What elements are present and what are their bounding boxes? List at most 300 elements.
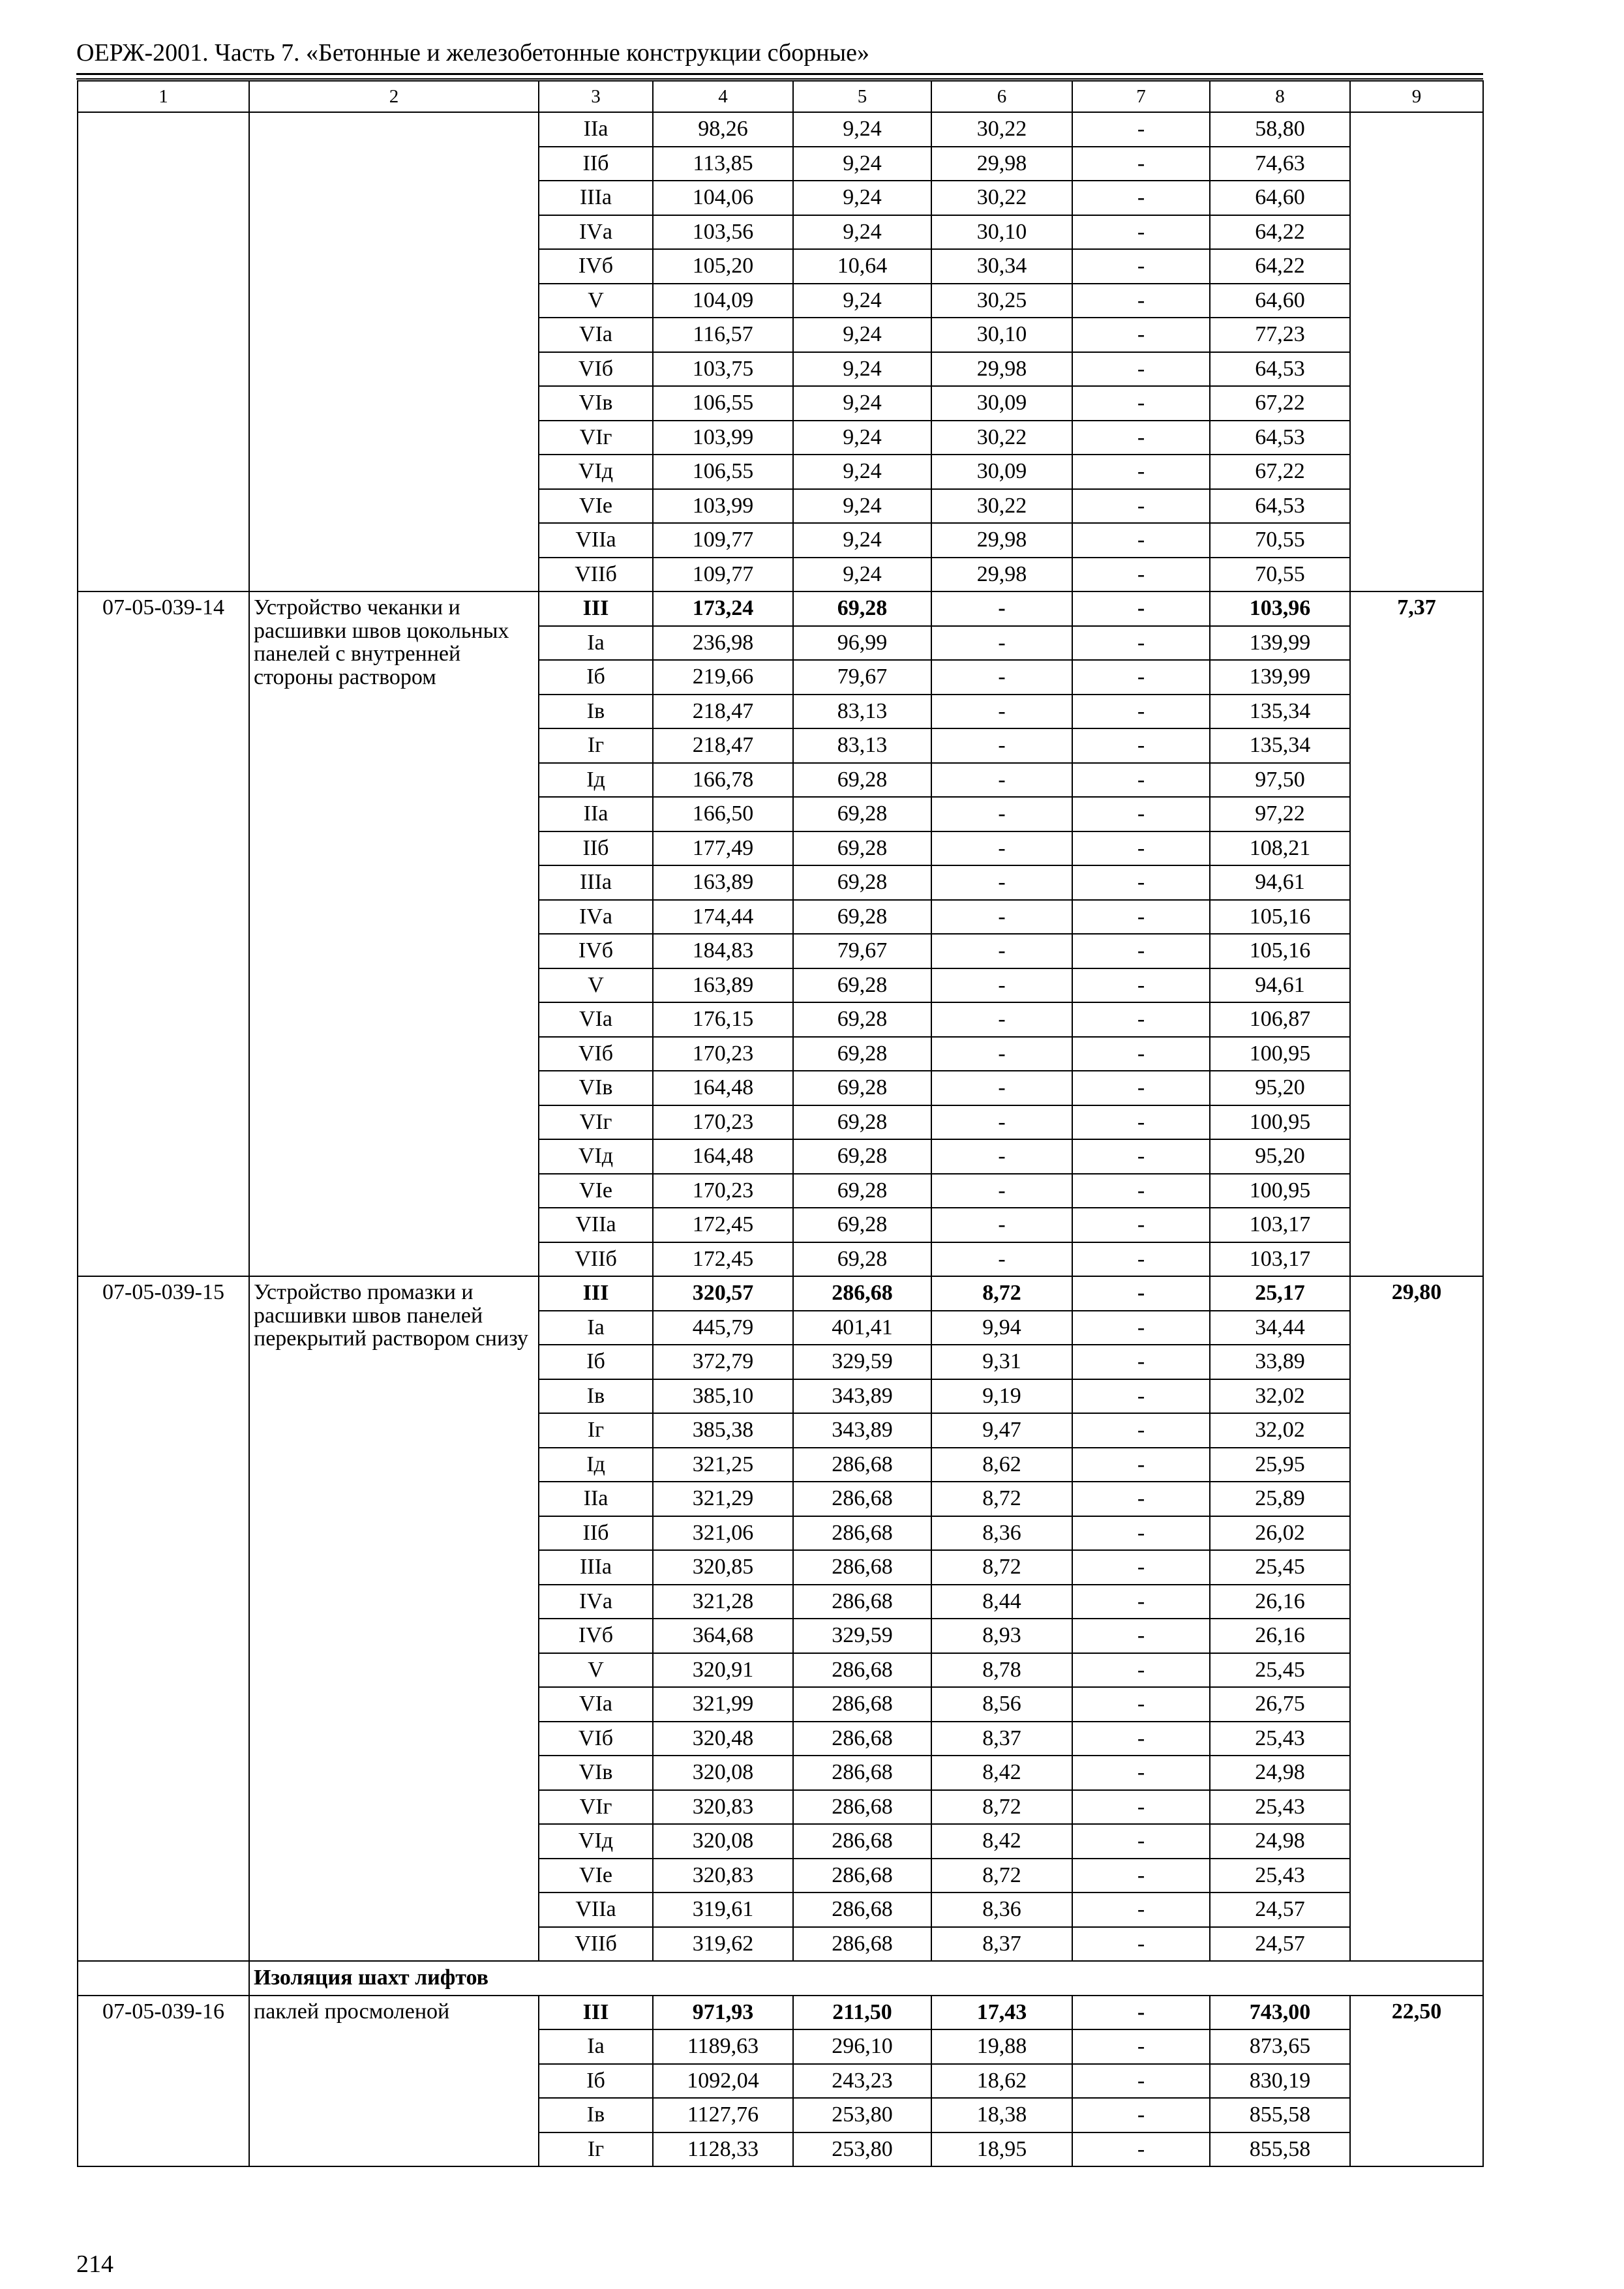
- table-cell: -: [1072, 1756, 1210, 1790]
- table-cell: VIв: [539, 386, 653, 421]
- table-cell: 109,77: [653, 523, 793, 558]
- table-cell: 104,09: [653, 284, 793, 318]
- table-cell: -: [1072, 1311, 1210, 1345]
- table-header-row: [78, 81, 1483, 112]
- table-cell: -: [1072, 1653, 1210, 1688]
- table-cell: -: [1072, 249, 1210, 284]
- rate-norm: [1350, 112, 1483, 591]
- table-cell: 243,23: [793, 2064, 931, 2099]
- table-cell: VIе: [539, 1174, 653, 1208]
- table-cell: 94,61: [1210, 968, 1350, 1003]
- table-cell: 30,10: [931, 215, 1072, 250]
- page-number: 214: [76, 2251, 113, 2278]
- table-cell: -: [1072, 1037, 1210, 1071]
- table-cell: 64,53: [1210, 489, 1350, 524]
- table-cell: 24,57: [1210, 1927, 1350, 1962]
- table-cell: -: [931, 934, 1072, 968]
- table-cell: V: [539, 968, 653, 1003]
- table-cell: 25,43: [1210, 1859, 1350, 1893]
- rate-norm: 22,50: [1350, 1996, 1483, 2167]
- table-cell: -: [1072, 147, 1210, 181]
- table-cell: 855,58: [1210, 2132, 1350, 2167]
- table-cell: Iб: [539, 1345, 653, 1379]
- table-cell: 103,17: [1210, 1242, 1350, 1277]
- table-cell: 104,06: [653, 181, 793, 215]
- table-cell: 135,34: [1210, 695, 1350, 729]
- table-cell: 25,45: [1210, 1653, 1350, 1688]
- table-cell: -: [1072, 318, 1210, 352]
- table-cell: 286,68: [793, 1448, 931, 1482]
- table-cell: -: [1072, 1208, 1210, 1242]
- table-cell: 9,24: [793, 318, 931, 352]
- table-cell: -: [931, 1002, 1072, 1037]
- column-header: 8: [1210, 81, 1350, 112]
- table-cell: -: [1072, 489, 1210, 524]
- table-cell: 25,95: [1210, 1448, 1350, 1482]
- table-cell: -: [1072, 2098, 1210, 2132]
- table-cell: 9,24: [793, 352, 931, 387]
- table-cell: 218,47: [653, 695, 793, 729]
- table-cell: 69,28: [793, 763, 931, 798]
- table-cell: -: [1072, 2064, 1210, 2099]
- table-cell: Iг: [539, 728, 653, 763]
- table-cell: 401,41: [793, 1311, 931, 1345]
- table-cell: -: [1072, 558, 1210, 592]
- table-cell: VIд: [539, 455, 653, 489]
- table-cell: 9,24: [793, 215, 931, 250]
- table-cell: 83,13: [793, 728, 931, 763]
- table-cell: 364,68: [653, 1619, 793, 1653]
- table-cell: 33,89: [1210, 1345, 1350, 1379]
- header-rule: [76, 73, 1483, 75]
- table-cell: VIб: [539, 352, 653, 387]
- table-cell: 100,95: [1210, 1105, 1350, 1140]
- table-cell: VIе: [539, 1859, 653, 1893]
- table-cell: 106,55: [653, 455, 793, 489]
- table-row: [78, 1996, 1483, 2030]
- table-cell: -: [931, 1174, 1072, 1208]
- table-cell: 79,67: [793, 934, 931, 968]
- table-cell: 286,68: [793, 1893, 931, 1927]
- table-cell: 69,28: [793, 900, 931, 935]
- rate-code: 07-05-039-16: [78, 1996, 249, 2167]
- table-cell: 64,22: [1210, 249, 1350, 284]
- column-header: 1: [78, 81, 249, 112]
- table-cell: VIIб: [539, 1242, 653, 1277]
- table-cell: -: [1072, 695, 1210, 729]
- table-cell: -: [1072, 181, 1210, 215]
- table-cell: 286,68: [793, 1824, 931, 1859]
- table-cell: 320,48: [653, 1722, 793, 1756]
- table-cell: 64,22: [1210, 215, 1350, 250]
- table-cell: -: [1072, 1859, 1210, 1893]
- table-cell: -: [1072, 112, 1210, 147]
- table-cell: 9,24: [793, 181, 931, 215]
- table-row: [78, 112, 1483, 147]
- table-cell: 100,95: [1210, 1037, 1350, 1071]
- table-cell: 9,24: [793, 147, 931, 181]
- table-cell: 9,24: [793, 421, 931, 455]
- table-cell: -: [1072, 1790, 1210, 1825]
- table-cell: 164,48: [653, 1071, 793, 1105]
- table-cell: -: [931, 1208, 1072, 1242]
- table-cell: -: [1072, 1242, 1210, 1277]
- section-blank-cell: [78, 1961, 249, 1996]
- table-cell: -: [1072, 1619, 1210, 1653]
- table-cell: V: [539, 284, 653, 318]
- table-cell: 170,23: [653, 1037, 793, 1071]
- table-cell: 29,98: [931, 523, 1072, 558]
- table-cell: -: [1072, 1687, 1210, 1722]
- rate-description: [249, 112, 539, 591]
- table-cell: 8,78: [931, 1653, 1072, 1688]
- table-cell: Iа: [539, 626, 653, 661]
- rates-table: [77, 80, 1484, 2167]
- table-cell: -: [931, 1037, 1072, 1071]
- table-cell: 95,20: [1210, 1071, 1350, 1105]
- table-cell: VIд: [539, 1824, 653, 1859]
- table-cell: 445,79: [653, 1311, 793, 1345]
- table-cell: -: [1072, 1174, 1210, 1208]
- table-cell: 26,16: [1210, 1585, 1350, 1619]
- table-cell: 25,45: [1210, 1550, 1350, 1585]
- table-cell: 343,89: [793, 1413, 931, 1448]
- table-cell: 83,13: [793, 695, 931, 729]
- table-cell: III: [539, 1276, 653, 1311]
- table-cell: -: [931, 728, 1072, 763]
- table-cell: IIIа: [539, 1550, 653, 1585]
- table-cell: 286,68: [793, 1687, 931, 1722]
- table-cell: 64,53: [1210, 421, 1350, 455]
- table-cell: 116,57: [653, 318, 793, 352]
- table-cell: -: [1072, 1585, 1210, 1619]
- table-cell: 9,19: [931, 1379, 1072, 1414]
- table-cell: -: [931, 695, 1072, 729]
- table-cell: 219,66: [653, 660, 793, 695]
- table-cell: 32,02: [1210, 1413, 1350, 1448]
- table-cell: 103,99: [653, 421, 793, 455]
- table-cell: 64,60: [1210, 284, 1350, 318]
- table-cell: 70,55: [1210, 523, 1350, 558]
- table-cell: -: [1072, 1379, 1210, 1414]
- table-cell: 109,77: [653, 558, 793, 592]
- table-cell: 873,65: [1210, 2029, 1350, 2064]
- table-cell: -: [1072, 2132, 1210, 2167]
- table-cell: 30,25: [931, 284, 1072, 318]
- table-cell: VIв: [539, 1071, 653, 1105]
- table-cell: 30,09: [931, 386, 1072, 421]
- table-cell: III: [539, 1996, 653, 2030]
- table-cell: -: [1072, 1550, 1210, 1585]
- table-cell: 8,62: [931, 1448, 1072, 1482]
- table-cell: 8,36: [931, 1516, 1072, 1551]
- table-cell: -: [1072, 1276, 1210, 1311]
- rate-norm: 7,37: [1350, 591, 1483, 1276]
- table-cell: -: [1072, 1824, 1210, 1859]
- table-cell: -: [1072, 1345, 1210, 1379]
- table-cell: 25,43: [1210, 1722, 1350, 1756]
- table-cell: 320,83: [653, 1859, 793, 1893]
- table-cell: IIа: [539, 1482, 653, 1516]
- table-cell: -: [1072, 1105, 1210, 1140]
- table-cell: -: [931, 1139, 1072, 1174]
- table-cell: -: [1072, 660, 1210, 695]
- table-cell: 211,50: [793, 1996, 931, 2030]
- table-cell: 30,22: [931, 489, 1072, 524]
- section-title: Изоляция шахт лифтов: [249, 1961, 1483, 1996]
- table-cell: IIб: [539, 147, 653, 181]
- table-cell: 385,38: [653, 1413, 793, 1448]
- table-cell: 24,57: [1210, 1893, 1350, 1927]
- table-cell: 855,58: [1210, 2098, 1350, 2132]
- table-cell: 321,29: [653, 1482, 793, 1516]
- table-cell: 9,24: [793, 558, 931, 592]
- table-cell: 103,17: [1210, 1208, 1350, 1242]
- table-cell: 69,28: [793, 968, 931, 1003]
- table-cell: 106,87: [1210, 1002, 1350, 1037]
- table-cell: 106,55: [653, 386, 793, 421]
- table-cell: 69,28: [793, 1174, 931, 1208]
- table-cell: -: [1072, 1722, 1210, 1756]
- table-cell: 286,68: [793, 1276, 931, 1311]
- table-cell: VIа: [539, 318, 653, 352]
- table-cell: -: [1072, 215, 1210, 250]
- table-cell: 236,98: [653, 626, 793, 661]
- column-header: 2: [249, 81, 539, 112]
- table-cell: 19,88: [931, 2029, 1072, 2064]
- table-cell: 8,42: [931, 1756, 1072, 1790]
- table-cell: 163,89: [653, 865, 793, 900]
- table-cell: 29,98: [931, 147, 1072, 181]
- table-cell: 971,93: [653, 1996, 793, 2030]
- table-cell: IVб: [539, 249, 653, 284]
- table-cell: 70,55: [1210, 558, 1350, 592]
- table-cell: 30,22: [931, 112, 1072, 147]
- table-cell: 69,28: [793, 1037, 931, 1071]
- table-cell: -: [931, 1105, 1072, 1140]
- rate-description: Устройство промазки и расшивки швов панелей перекрытий раствором снизу: [249, 1276, 539, 1961]
- table-cell: 286,68: [793, 1790, 931, 1825]
- table-cell: 320,08: [653, 1824, 793, 1859]
- table-cell: 30,22: [931, 181, 1072, 215]
- header-rule-secondary: [76, 78, 1483, 80]
- table-cell: -: [1072, 1139, 1210, 1174]
- table-cell: 174,44: [653, 900, 793, 935]
- table-cell: 67,22: [1210, 386, 1350, 421]
- table-cell: 69,28: [793, 865, 931, 900]
- table-cell: 24,98: [1210, 1824, 1350, 1859]
- table-cell: IIа: [539, 797, 653, 831]
- table-cell: VIг: [539, 1790, 653, 1825]
- table-cell: 9,24: [793, 386, 931, 421]
- table-cell: 320,91: [653, 1653, 793, 1688]
- table-cell: -: [1072, 523, 1210, 558]
- table-cell: 166,50: [653, 797, 793, 831]
- table-cell: 139,99: [1210, 660, 1350, 695]
- table-cell: 321,99: [653, 1687, 793, 1722]
- table-cell: IVа: [539, 1585, 653, 1619]
- table-cell: -: [1072, 626, 1210, 661]
- table-cell: 69,28: [793, 591, 931, 626]
- table-cell: -: [1072, 1996, 1210, 2030]
- table-cell: -: [931, 797, 1072, 831]
- column-header: 6: [931, 81, 1072, 112]
- table-cell: -: [1072, 728, 1210, 763]
- table-cell: Iв: [539, 695, 653, 729]
- table-cell: 26,02: [1210, 1516, 1350, 1551]
- table-cell: 29,98: [931, 352, 1072, 387]
- table-cell: 105,16: [1210, 934, 1350, 968]
- table-cell: 69,28: [793, 1105, 931, 1140]
- table-cell: 113,85: [653, 147, 793, 181]
- section-row: [78, 1961, 1483, 1996]
- table-cell: -: [1072, 284, 1210, 318]
- table-cell: -: [1072, 934, 1210, 968]
- table-cell: 105,20: [653, 249, 793, 284]
- table-cell: -: [931, 763, 1072, 798]
- table-cell: 97,50: [1210, 763, 1350, 798]
- table-cell: -: [931, 626, 1072, 661]
- table-cell: 69,28: [793, 831, 931, 866]
- table-cell: 319,61: [653, 1893, 793, 1927]
- table-cell: 69,28: [793, 797, 931, 831]
- table-cell: 100,95: [1210, 1174, 1350, 1208]
- table-cell: 8,72: [931, 1859, 1072, 1893]
- table-cell: 18,38: [931, 2098, 1072, 2132]
- table-cell: Iг: [539, 1413, 653, 1448]
- table-cell: 321,06: [653, 1516, 793, 1551]
- table-cell: -: [1072, 831, 1210, 866]
- table-cell: 103,75: [653, 352, 793, 387]
- table-cell: 9,24: [793, 284, 931, 318]
- table-cell: 170,23: [653, 1174, 793, 1208]
- table-cell: VIа: [539, 1687, 653, 1722]
- column-header: 3: [539, 81, 653, 112]
- table-cell: VIIа: [539, 1208, 653, 1242]
- table-cell: VIIа: [539, 523, 653, 558]
- table-cell: Iа: [539, 1311, 653, 1345]
- table-cell: 9,94: [931, 1311, 1072, 1345]
- table-cell: -: [1072, 900, 1210, 935]
- table-cell: 8,42: [931, 1824, 1072, 1859]
- table-cell: 1092,04: [653, 2064, 793, 2099]
- table-cell: -: [931, 900, 1072, 935]
- rate-code: 07-05-039-15: [78, 1276, 249, 1961]
- table-cell: 8,56: [931, 1687, 1072, 1722]
- table-cell: Iб: [539, 660, 653, 695]
- table-cell: -: [931, 591, 1072, 626]
- table-cell: 30,10: [931, 318, 1072, 352]
- table-cell: 108,21: [1210, 831, 1350, 866]
- table-cell: -: [1072, 1448, 1210, 1482]
- table-cell: 172,45: [653, 1208, 793, 1242]
- table-cell: 319,62: [653, 1927, 793, 1962]
- table-cell: -: [1072, 421, 1210, 455]
- table-cell: -: [1072, 591, 1210, 626]
- table-cell: 166,78: [653, 763, 793, 798]
- table-cell: 253,80: [793, 2132, 931, 2167]
- table-row: [78, 1276, 1483, 1311]
- table-cell: 25,89: [1210, 1482, 1350, 1516]
- table-cell: VIIб: [539, 558, 653, 592]
- table-cell: 24,98: [1210, 1756, 1350, 1790]
- table-cell: 286,68: [793, 1927, 931, 1962]
- table-cell: 286,68: [793, 1585, 931, 1619]
- table-cell: 176,15: [653, 1002, 793, 1037]
- table-cell: -: [931, 660, 1072, 695]
- table-cell: -: [1072, 797, 1210, 831]
- table-cell: 286,68: [793, 1756, 931, 1790]
- table-cell: IVа: [539, 215, 653, 250]
- table-cell: IIIа: [539, 181, 653, 215]
- table-cell: 1189,63: [653, 2029, 793, 2064]
- table-cell: 286,68: [793, 1653, 931, 1688]
- table-cell: -: [1072, 1002, 1210, 1037]
- table-cell: 1128,33: [653, 2132, 793, 2167]
- table-cell: 9,24: [793, 455, 931, 489]
- table-cell: Iб: [539, 2064, 653, 2099]
- table-cell: 10,64: [793, 249, 931, 284]
- table-cell: 69,28: [793, 1071, 931, 1105]
- table-cell: 8,72: [931, 1790, 1072, 1825]
- table-cell: III: [539, 591, 653, 626]
- table-cell: 320,85: [653, 1550, 793, 1585]
- rate-code: 07-05-039-14: [78, 591, 249, 1276]
- table-cell: 343,89: [793, 1379, 931, 1414]
- column-header: 9: [1350, 81, 1483, 112]
- table-cell: 164,48: [653, 1139, 793, 1174]
- table-cell: 372,79: [653, 1345, 793, 1379]
- table-cell: -: [1072, 386, 1210, 421]
- table-cell: Iг: [539, 2132, 653, 2167]
- table-cell: Iд: [539, 763, 653, 798]
- table-cell: 26,75: [1210, 1687, 1350, 1722]
- table-cell: IIIа: [539, 865, 653, 900]
- table-cell: 97,22: [1210, 797, 1350, 831]
- table-cell: 103,96: [1210, 591, 1350, 626]
- table-cell: 8,72: [931, 1550, 1072, 1585]
- table-cell: 286,68: [793, 1859, 931, 1893]
- table-cell: -: [1072, 1071, 1210, 1105]
- table-cell: 69,28: [793, 1208, 931, 1242]
- table-cell: 96,99: [793, 626, 931, 661]
- table-cell: Iв: [539, 2098, 653, 2132]
- table-cell: Iд: [539, 1448, 653, 1482]
- table-cell: 218,47: [653, 728, 793, 763]
- table-cell: 320,57: [653, 1276, 793, 1311]
- table-cell: 172,45: [653, 1242, 793, 1277]
- table-cell: -: [1072, 763, 1210, 798]
- table-cell: IVа: [539, 900, 653, 935]
- rate-description: паклей просмоленой: [249, 1996, 539, 2167]
- table-cell: VIе: [539, 489, 653, 524]
- table-cell: 286,68: [793, 1550, 931, 1585]
- table-cell: 58,80: [1210, 112, 1350, 147]
- table-cell: 9,24: [793, 112, 931, 147]
- table-cell: 30,09: [931, 455, 1072, 489]
- table-cell: -: [931, 1242, 1072, 1277]
- table-cell: 69,28: [793, 1139, 931, 1174]
- table-cell: 743,00: [1210, 1996, 1350, 2030]
- table-cell: VIб: [539, 1722, 653, 1756]
- table-cell: Iа: [539, 2029, 653, 2064]
- table-cell: 29,98: [931, 558, 1072, 592]
- table-cell: 8,72: [931, 1482, 1072, 1516]
- table-cell: -: [1072, 865, 1210, 900]
- table-cell: 9,47: [931, 1413, 1072, 1448]
- table-cell: 8,72: [931, 1276, 1072, 1311]
- table-cell: -: [1072, 1482, 1210, 1516]
